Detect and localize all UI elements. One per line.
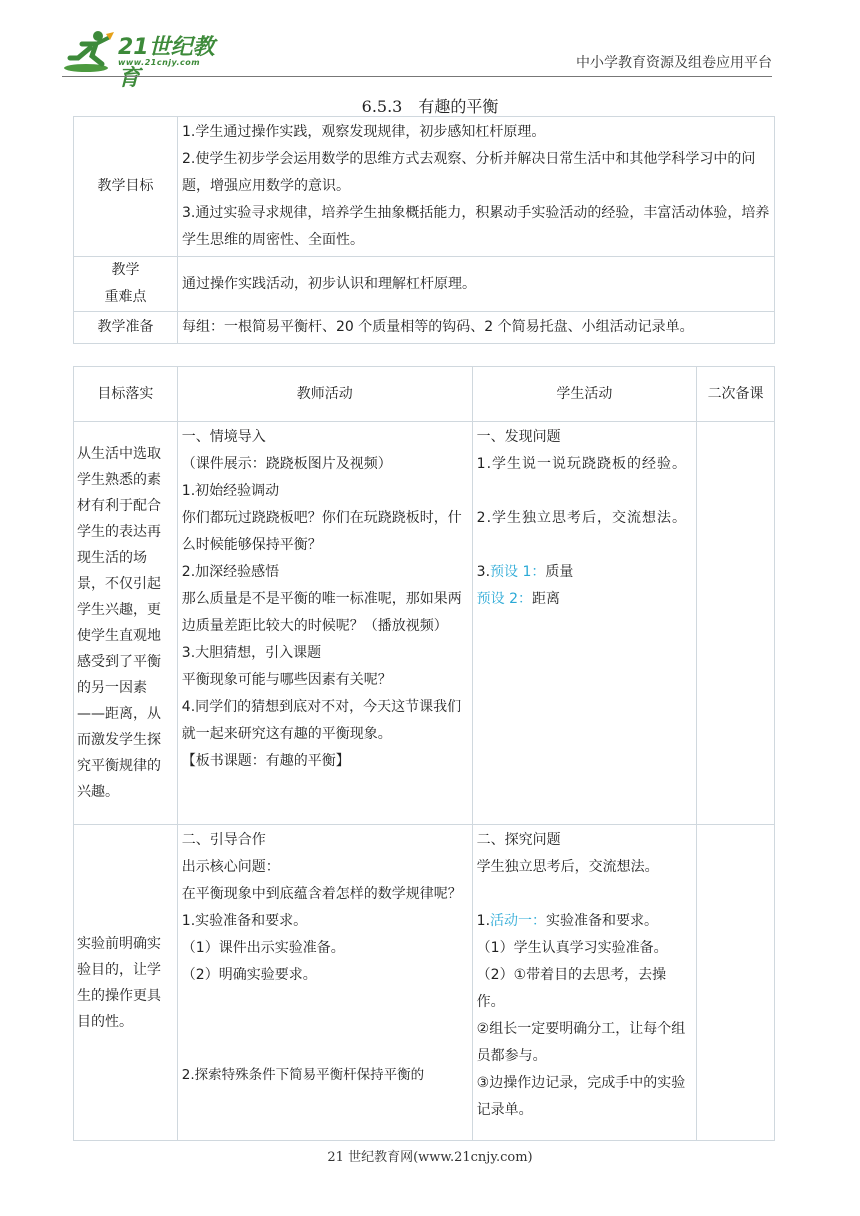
site-logo	[62, 28, 232, 91]
key-points-value: 通过操作实践活动，初步认识和理解杠杆原理。	[178, 257, 775, 312]
prep-value: 每组：一根简易平衡杆、20 个质量相等的钩码、2 个简易托盘、小组活动记录单。	[178, 312, 775, 344]
prep-label: 教学准备	[74, 312, 178, 344]
teacher-line: 二、引导合作	[181, 832, 266, 848]
info-table	[73, 116, 775, 344]
teacher-line: （1）课件出示实验准备。	[181, 940, 345, 956]
teacher-line: （课件展示：跷跷板图片及视频）	[181, 456, 392, 472]
table-header-row	[74, 367, 775, 422]
goal-cell: 实验前明确实验目的，让学生的操作更具目的性。	[74, 825, 178, 1141]
teacher-line: 在平衡现象中到底蕴含着怎样的数学规律呢？	[181, 886, 462, 902]
goals-value	[178, 117, 775, 257]
goal-item: 1.学生通过操作实践，观察发现规律，初步感知杠杆原理。	[182, 124, 546, 140]
notes-cell	[697, 825, 775, 1141]
logo-url: www.21cnjy.com	[118, 58, 201, 67]
prep-row	[74, 312, 775, 344]
page-title: 6.5.3 有趣的平衡	[361, 97, 499, 116]
header-notes: 二次备课	[697, 367, 775, 422]
teacher-line: 【板书课题：有趣的平衡】	[181, 753, 350, 769]
table-row	[74, 825, 775, 1141]
logo-text: 21世纪教育	[118, 35, 215, 91]
teacher-line: 那么质量是不是平衡的唯一标准呢，那如果两边质量差距比较大的时候呢？（播放视频）	[181, 591, 462, 634]
goal-cell: 从生活中选取学生熟悉的素材有利于配合学生的表达再现生活的场景，不仅引起学生兴趣，更使学生直观地感受到了平衡的另一因素——距离，从而激发学生探究平衡规律的兴趣。	[74, 422, 178, 825]
student-line: ②组长一定要明确分工，让每个组员都参与。	[476, 1021, 686, 1064]
key-points-label-line: 教学	[111, 262, 140, 278]
goal-item: 2.使学生初步学会运用数学的思维方式去观察、分析并解决日常生活中和其他学科学习中的问题，增强应用数学的意识。	[182, 151, 756, 194]
student-cell	[472, 422, 696, 825]
key-points-label	[74, 257, 178, 312]
key-points-row	[74, 257, 775, 312]
teacher-line: 1.实验准备和要求。	[181, 913, 308, 929]
activity-line	[477, 908, 692, 935]
student-line: （2）①带着目的去思考，去操作。	[476, 967, 667, 1010]
student-line: 学生独立思考后，交流想法。	[476, 859, 659, 875]
preset-number: 3.	[476, 564, 491, 580]
preset-2-label: 预设 2：	[476, 591, 533, 607]
key-points-label-line: 重难点	[104, 289, 147, 305]
header-divider	[62, 76, 772, 77]
preset-1-value: 质量	[545, 564, 574, 580]
platform-name: 中小学教育资源及组卷应用平台	[576, 55, 772, 71]
activity-number: 1.	[476, 913, 491, 929]
teacher-line: 1.初始经验调动	[181, 483, 280, 499]
teacher-line: 2.探索特殊条件下简易平衡杆保持平衡的	[181, 1067, 425, 1083]
table-row	[74, 422, 775, 825]
activity-label: 活动一：	[490, 913, 547, 929]
preset-line	[477, 559, 692, 586]
teacher-line: 4.同学们的猜想到底对不对，今天这节课我们就一起来研究这有趣的平衡现象。	[181, 699, 462, 742]
teacher-line: 你们都玩过跷跷板吧？你们在玩跷跷板时，什么时候能够保持平衡？	[181, 510, 462, 553]
header-goal: 目标落实	[74, 367, 178, 422]
preset-2-value: 距离	[532, 591, 561, 607]
page-footer: 21 世纪教育网(www.21cnjy.com)	[327, 1150, 533, 1165]
student-line: ③边操作边记录，完成手中的实验记录单。	[476, 1075, 686, 1118]
teacher-line: 2.加深经验感悟	[181, 564, 280, 580]
header-teacher: 教师活动	[177, 367, 472, 422]
preset-1-label: 预设 1：	[490, 564, 546, 580]
preset-line	[477, 586, 692, 613]
notes-cell	[697, 422, 775, 825]
student-heading: 二、探究问题	[476, 832, 561, 848]
teacher-line: 出示核心问题：	[181, 859, 280, 875]
goal-item: 3.通过实验寻求规律，培养学生抽象概括能力，积累动手实验活动的经验，丰富活动体验，培养学生思维的周密性、全面性。	[182, 205, 770, 248]
teacher-line: （2）明确实验要求。	[181, 967, 317, 983]
student-line: 1.学生说一说玩跷跷板的经验。	[476, 456, 688, 472]
teacher-line: 3.大胆猜想，引入课题	[181, 645, 322, 661]
goals-row	[74, 117, 775, 257]
header-student: 学生活动	[472, 367, 696, 422]
activity-table	[73, 366, 775, 1141]
student-heading: 一、发现问题	[476, 429, 561, 445]
student-line: 2.学生独立思考后，交流想法。	[476, 510, 688, 526]
student-cell	[472, 825, 696, 1141]
teacher-line: 一、情境导入	[181, 429, 266, 445]
student-line: （1）学生认真学习实验准备。	[476, 940, 668, 956]
teacher-line: 平衡现象可能与哪些因素有关呢？	[181, 672, 392, 688]
teacher-cell	[177, 422, 472, 825]
teacher-cell	[177, 825, 472, 1141]
runner-logo-icon	[62, 28, 118, 74]
activity-value: 实验准备和要求。	[546, 913, 659, 929]
goals-label: 教学目标	[74, 117, 178, 257]
